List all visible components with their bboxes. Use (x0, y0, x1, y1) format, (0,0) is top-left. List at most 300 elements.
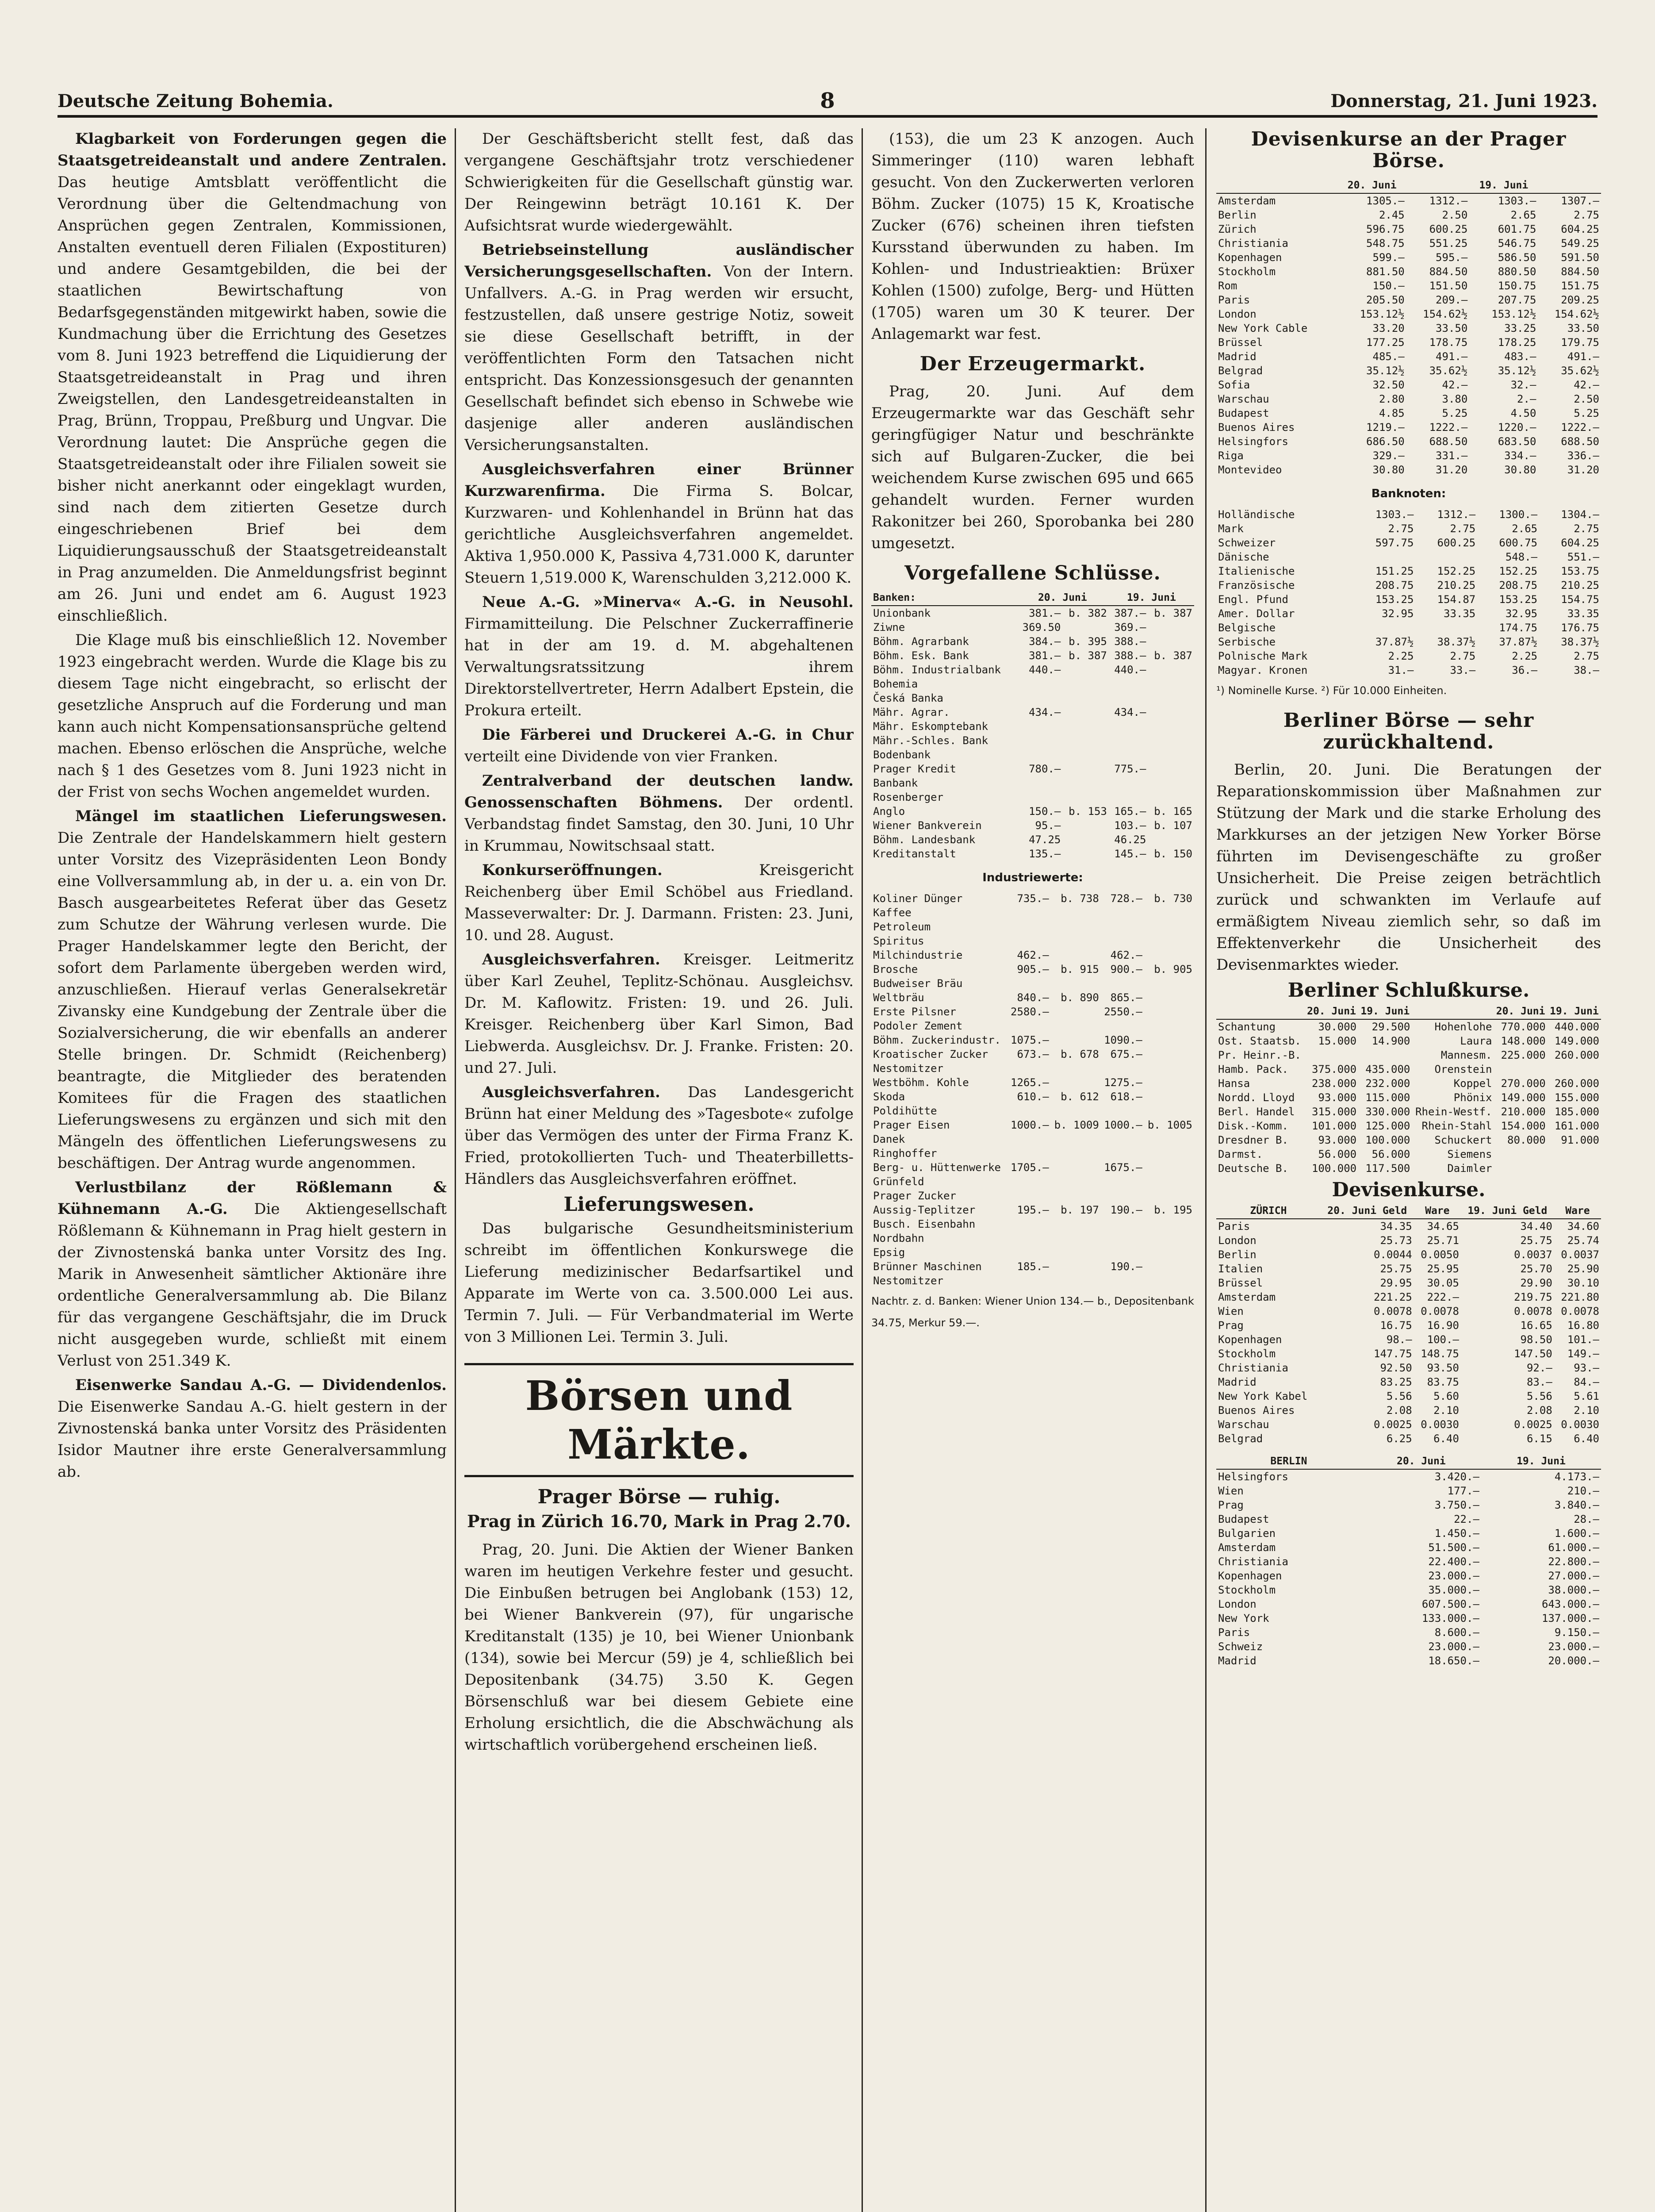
table-cell: 688.50 (1561, 435, 1599, 448)
table-row (871, 1132, 1194, 1146)
banknotes-header: Banknoten: (1371, 487, 1446, 500)
table-row (871, 991, 1194, 1005)
table-cell: 22.400.— (1428, 1555, 1479, 1568)
table-cell: 225.000 (1501, 1049, 1546, 1061)
table-cell: 153.25 (1375, 593, 1414, 606)
table-row (871, 962, 1194, 976)
table-cell: Hansa (1218, 1077, 1250, 1090)
table-cell: 3.840.— (1554, 1499, 1599, 1511)
table-header (1538, 178, 1601, 193)
table-cell: 15.000 (1318, 1035, 1357, 1047)
table-row (871, 1217, 1194, 1231)
table-cell (1101, 1189, 1144, 1203)
table-cell: 462.— (1110, 949, 1142, 961)
table-row (871, 1260, 1194, 1274)
table-cell: 150.— (1372, 280, 1405, 292)
table-cell: 33.— (1450, 664, 1476, 676)
table-cell: 238.000 (1311, 1077, 1357, 1090)
table-cell: 25.71 (1427, 1234, 1459, 1247)
table-cell: 93.— (1574, 1362, 1599, 1374)
fx-table (1216, 178, 1601, 477)
table-row (871, 606, 1194, 620)
table-cell: 1303.— (1498, 195, 1536, 207)
table-cell (1051, 1189, 1101, 1203)
table-cell (1109, 719, 1148, 733)
table-cell: Italien (1218, 1263, 1263, 1275)
table-cell: 95.— (1035, 819, 1061, 832)
table-cell: 176.75 (1561, 622, 1599, 634)
table-cell (1051, 1033, 1101, 1047)
table-cell: 101.— (1567, 1333, 1599, 1346)
issue-date: Donnerstag, 21. Juni 1923. (1330, 91, 1598, 111)
table-cell: 61.000.— (1548, 1541, 1599, 1554)
table-cell (1008, 1245, 1051, 1260)
table-cell (1008, 1189, 1051, 1203)
table-cell: 100.000 (1365, 1134, 1410, 1146)
article: Prag, 20. Juni. Auf dem Erzeugermarkte war das Geschäft sehr geringfügiger Natur und beschränkte sich auf Bulgaren-Zucker, die bei weichendem Kurse zwischen 695 und 665 gehandelt wurden. Ferner wurden Rakonitzer bei 260, Sporobanka bei 280 umgesetzt. (871, 383, 1194, 552)
table-cell: Laura (1460, 1035, 1492, 1047)
table-cell: 31.20 (1436, 464, 1468, 476)
table-cell: 388.— (1114, 649, 1146, 662)
table-cell: 34.65 (1427, 1220, 1459, 1233)
table-cell (1016, 790, 1063, 804)
table-cell: b. 165 (1154, 805, 1192, 818)
table-cell: Belgrad (1218, 1432, 1263, 1445)
table-cell (1101, 920, 1144, 934)
table-cell: 336.— (1567, 449, 1599, 462)
table-cell: 30.80 (1504, 464, 1536, 476)
table-cell: 597.75 (1375, 537, 1414, 549)
table-cell: 151.25 (1375, 565, 1414, 577)
table-cell: Milchindustrie (873, 949, 963, 961)
table-cell: 673.— (1017, 1048, 1049, 1060)
table-cell: Dänische (1218, 551, 1269, 563)
table-cell: 618.— (1110, 1091, 1142, 1103)
table-header (1216, 178, 1338, 193)
table-header: 19. Juni (1548, 1004, 1601, 1019)
table-cell (1008, 1019, 1051, 1033)
table-cell: Mark (1218, 522, 1244, 535)
table-cell (1494, 1147, 1548, 1161)
table-cell: London (1218, 308, 1257, 320)
table-row (1216, 536, 1601, 550)
table-cell: Sofia (1218, 379, 1250, 391)
table-cell: London (1218, 1234, 1257, 1247)
table-cell (1144, 1160, 1194, 1175)
table-row (1216, 1318, 1601, 1333)
table-cell: 34.60 (1567, 1220, 1599, 1233)
table-cell: Wiener Bankverein (873, 819, 982, 832)
table-cell: 154.62½ (1423, 308, 1468, 320)
table-cell: 1675.— (1104, 1161, 1142, 1174)
article: Das bulgarische Gesundheitsministerium schreibt im öffentlichen Konkurswege die Lieferung medizinischer Bedarfsartikel und Apparate im Werte von ca. 3.500.000 Lei aus. Termin 7. Juli. — Für Verbandmaterial im Werte von 3 Millionen Lei. Termin 3. Juli. (464, 1220, 854, 1346)
table-cell: 35.12½ (1366, 365, 1405, 377)
table-row (1216, 392, 1601, 406)
table-cell: 0.0078 (1421, 1305, 1459, 1317)
table-cell: 18.650.— (1428, 1655, 1479, 1667)
table-header: 19. Juni Geld (1461, 1203, 1554, 1219)
table-cell: 601.75 (1498, 223, 1536, 235)
table-cell: 209.25 (1561, 294, 1599, 306)
table-cell: Orenstein (1434, 1063, 1492, 1075)
article: Mängel im staatlichen Lieferungswesen. Die Zentrale der Handelskammern hielt gestern unter Vorsitz des Vizepräsidenten Leon Bondy eine Vollversammlung ab, in der u. a. ein von Dr. Basch ausgearbeitetes Referat über das Gesetz zum Schutze der Währung verlesen wurde. Die Prager Handelskammer legte den Bericht, der sofort dem Parlamente übergeben werden wird, anzuschließen. Hierauf verlas Generalsekretär Zivansky eine Kundgebung der Zentrale über die Sozialversicherung, die wir ebenfalls an anderer Stelle bringen. Dr. Schmidt (Reichenberg) beantragte, die Mitglieder des beratenden Komitees für die Fragen des staatlichen Lieferungswesens zu ergänzen und sich mit den Mängeln des öffentlichen Lieferungswesens zu beschäftigen. Der Antrag wurde angenommen. (57, 807, 447, 1172)
table-row (871, 1175, 1194, 1189)
table-cell: Berl. Handel (1218, 1106, 1295, 1118)
table-cell (1016, 719, 1063, 733)
table-cell: Bohemia (873, 678, 918, 690)
table-cell: 840.— (1017, 991, 1049, 1004)
table-cell (1062, 663, 1109, 677)
column-divider (862, 128, 863, 2212)
table-cell: 47.25 (1029, 833, 1061, 846)
table-row (1216, 649, 1601, 663)
table-cell (1008, 1274, 1051, 1288)
table-cell: 1705.— (1011, 1161, 1049, 1174)
table-cell (1051, 976, 1101, 991)
table-cell (1062, 748, 1109, 762)
table-cell: 551.— (1567, 551, 1599, 563)
table-row (1216, 1375, 1601, 1389)
section-heading-zurich: Devisenkurse. (1332, 1179, 1486, 1201)
table-row (871, 920, 1194, 934)
table-cell (1051, 1160, 1101, 1175)
table-cell: Deutsche B. (1218, 1162, 1288, 1175)
table-row (871, 976, 1194, 991)
table-cell: 153.12½ (1360, 308, 1405, 320)
table-cell: Busch. Eisenbahn (873, 1218, 976, 1230)
table-cell: 33.35 (1444, 607, 1476, 620)
article: Eisenwerke Sandau A.-G. — Dividendenlos. Die Eisenwerke Sandau A.-G. hielt gestern in der Zivnostenská banka unter Vorsitz des Präsidenten Isidor Mautner ihre erste Generalversammlung ab. (57, 1376, 447, 1481)
table-cell: Amsterdam (1218, 195, 1276, 207)
table-row (871, 1189, 1194, 1203)
table-cell: 210.000 (1501, 1106, 1546, 1118)
table-cell: London (1218, 1598, 1257, 1610)
table-row (1216, 1417, 1601, 1432)
table-row (1216, 550, 1601, 564)
table-cell (1062, 847, 1109, 861)
table-cell: Berlin (1218, 209, 1257, 221)
table-cell (1051, 1231, 1101, 1245)
article: Zentralverband der deutschen landw. Genossenschaften Böhmens. Der ordentl. Verbandstag findet Samstag, den 30. Juni, 10 Uhr in Krummau, Nowitschsaal statt. (464, 772, 854, 855)
table-row (1216, 1105, 1601, 1119)
table-cell: Erste Pilsner (873, 1006, 956, 1018)
table-cell: Berg- u. Hüttenwerke (873, 1161, 1001, 1174)
table-cell (1016, 691, 1063, 705)
table-cell: 5.25 (1574, 407, 1599, 419)
article: Die Klage muß bis einschließlich 12. November 1923 eingebracht werden. Wurde die Klage bis zu diesem Tage nicht eingebracht, so erlischt der gesetzliche Anspruch auf die Forderung und man kann auch nicht Kompensationsansprüche geltend machen. Ebenso erlöschen die Ansprüche, welche nach § 1 des Gesetzes vom 8. Juni 1923 nicht in der Frist von sechs Wochen angemeldet wurden. (57, 631, 447, 801)
table-cell (1008, 1217, 1051, 1231)
table-cell: 435.000 (1365, 1063, 1410, 1075)
table-cell: 4.50 (1510, 407, 1536, 419)
table-cell: 1265.— (1011, 1076, 1049, 1089)
table-cell (1144, 1075, 1194, 1090)
table-cell: 150.— (1029, 805, 1061, 818)
table-row (1216, 1555, 1601, 1569)
table-cell: 33.25 (1504, 322, 1536, 334)
table-row (871, 620, 1194, 634)
table-cell: 1090.— (1104, 1034, 1142, 1046)
table-cell (1144, 1005, 1194, 1019)
table-row (1216, 193, 1601, 208)
table-row (1216, 335, 1601, 349)
table-row (871, 1061, 1194, 1075)
table-cell: 91.000 (1561, 1134, 1599, 1146)
table-cell: 483.— (1504, 350, 1536, 363)
table-header: Ware (1554, 1203, 1601, 1219)
table-cell: Koppel (1453, 1077, 1492, 1090)
table-row (1216, 1161, 1601, 1175)
banknotes-table (1216, 507, 1601, 677)
table-cell: 42.— (1442, 379, 1468, 391)
table-cell: 591.50 (1561, 251, 1599, 264)
table-cell (1062, 691, 1109, 705)
table-row (1216, 1133, 1601, 1147)
table-row (1216, 1569, 1601, 1583)
table-cell: 178.75 (1429, 336, 1468, 349)
table-cell: 33.20 (1372, 322, 1405, 334)
table-cell: Warschau (1218, 1418, 1269, 1431)
table-row (1216, 364, 1601, 378)
table-cell (1144, 1146, 1194, 1160)
table-cell: 31.— (1388, 664, 1414, 676)
table-cell: 38.37½ (1437, 636, 1476, 648)
table-cell: 25.70 (1520, 1263, 1552, 1275)
table-cell: 154.62½ (1554, 308, 1599, 320)
table-cell: Budapest (1218, 407, 1269, 419)
table-cell: 153.75 (1561, 565, 1599, 577)
table-cell: 80.000 (1507, 1134, 1546, 1146)
table-cell: 2.25 (1388, 650, 1414, 662)
table-cell: Madrid (1218, 1655, 1257, 1667)
table-cell: 381.— (1029, 607, 1061, 619)
table-cell (1494, 1062, 1548, 1076)
table-cell: 260.000 (1554, 1077, 1599, 1090)
table-cell: 56.000 (1372, 1148, 1410, 1160)
table-row (871, 663, 1194, 677)
table-cell: 178.25 (1498, 336, 1536, 349)
table-cell: 4.173.— (1554, 1471, 1599, 1483)
table-cell: Kopenhagen (1218, 251, 1282, 264)
table-cell: 780.— (1029, 763, 1061, 775)
table-cell: 1220.— (1498, 421, 1536, 434)
article: Prag, 20. Juni. Die Aktien der Wiener Banken waren im heutigen Verkehre fester und gesucht. Die Einbußen betrugen bei Anglobank (153) 12, bei Wiener Bankverein (97), für ungarische Kreditanstalt (135) je 10, bei Wiener Unionbank (134), sowie bei Mercur (59) je 4, schließlich bei Depositenbank (34.75) 3.50 K. Gegen Börsenschluß war bei diesem Gebiete eine Erholung ersichtlich, die die Abschwächung als wirtschaftlich vorübergehend erscheinen ließ. (464, 1541, 854, 1754)
table-cell (1008, 976, 1051, 991)
table-cell: 22.— (1454, 1513, 1479, 1525)
table-cell: 865.— (1110, 991, 1142, 1004)
table-cell (1051, 1061, 1101, 1075)
table-cell (1062, 705, 1109, 719)
table-row (1216, 1262, 1601, 1276)
table-cell: 210.— (1567, 1485, 1599, 1497)
article: Ausgleichsverfahren. Kreisger. Leitmeritz über Karl Zeuhel, Teplitz-Schönau. Ausgleichsv. Dr. M. Kaflowitz. Fristen: 19. und 26. Juli. Kreisger. Reichenberg über Karl Simon, Bad Liebwerda. Ausgleichsv. Dr. J. Franke. Fristen: 20. und 27. Juli. (464, 951, 854, 1077)
table-cell: 23.000.— (1428, 1570, 1479, 1582)
table-cell: 735.— (1017, 892, 1049, 905)
table-row (871, 649, 1194, 663)
table-row (1216, 1611, 1601, 1625)
table-cell: Nestomitzer (873, 1275, 943, 1287)
table-cell: 25.95 (1427, 1263, 1459, 1275)
table-cell: 1222.— (1561, 421, 1599, 434)
table-cell: Nordbahn (873, 1232, 924, 1244)
table-cell: 137.000.— (1541, 1612, 1599, 1624)
table-cell: 643.000.— (1541, 1598, 1599, 1610)
table-cell: 92.50 (1380, 1362, 1412, 1374)
table-cell: 0.0030 (1421, 1418, 1459, 1431)
table-row (1216, 349, 1601, 364)
column-divider (455, 128, 456, 2212)
table-row (1216, 507, 1601, 522)
table-header: Banken: (871, 590, 1016, 606)
table-row (871, 1033, 1194, 1047)
table-cell: Unionbank (873, 607, 931, 619)
table-row (1216, 522, 1601, 536)
table-row (1216, 1625, 1601, 1640)
table-cell: 30.05 (1427, 1277, 1459, 1289)
table-row (1216, 236, 1601, 250)
table-cell: 884.50 (1429, 265, 1468, 278)
table-cell: Siemens (1447, 1148, 1492, 1160)
table-cell: Koliner Dünger (873, 892, 963, 905)
table-cell (1051, 948, 1101, 962)
table-cell: 369.50 (1022, 621, 1061, 634)
table-cell: 1312.— (1437, 508, 1476, 521)
table-cell (1008, 1061, 1051, 1075)
table-row (1216, 1276, 1601, 1290)
table-cell (1144, 948, 1194, 962)
article: Ausgleichsverfahren einer Brünner Kurzwarenfirma. Die Firma S. Bolcar, Kurzwaren- und Kohlenhandel in Brünn hat das gerichtliche Ausgleichsverfahren angemeldet. Aktiva 1,950.000 K, Passiva 4,731.000 K, darunter Steuern 1,519.000 K, Warenschulden 3,212.000 K. (464, 461, 854, 587)
table-cell (1101, 1132, 1144, 1146)
table-cell (1548, 1147, 1601, 1161)
table-cell (1008, 906, 1051, 920)
table-header (1412, 1004, 1494, 1019)
table-cell: 22.800.— (1548, 1555, 1599, 1568)
table-cell: Nordd. Lloyd (1218, 1091, 1295, 1104)
table-row (1216, 222, 1601, 236)
table-cell: Schweiz (1218, 1640, 1263, 1653)
table-cell: Belgische (1218, 622, 1276, 634)
table-cell: 23.000.— (1548, 1640, 1599, 1653)
table-cell (1358, 1048, 1412, 1062)
table-cell: 185.000 (1554, 1106, 1599, 1118)
table-cell: 115.000 (1365, 1091, 1410, 1104)
table-cell: 32.— (1510, 379, 1536, 391)
table-cell (1148, 833, 1194, 847)
table-cell: 2.50 (1574, 393, 1599, 405)
table-cell: 686.50 (1366, 435, 1405, 448)
table-cell: 185.— (1017, 1260, 1049, 1273)
table-cell (1051, 1175, 1101, 1189)
table-cell: Böhm. Industrialbank (873, 664, 1001, 676)
table-cell: 2.75 (1574, 650, 1599, 662)
table-cell: 260.000 (1554, 1049, 1599, 1061)
table-cell: 149.000 (1554, 1035, 1599, 1047)
table-cell: Amer. Dollar (1218, 607, 1295, 620)
article: Der Geschäftsbericht stellt fest, daß das vergangene Geschäftsjahr trotz verschiedener Schwierigkeiten für die Gesellschaft günstig war. Der Reingewinn beträgt 10.161 K. Der Aufsichtsrat wurde wiedergewählt. (464, 130, 854, 234)
table-cell (1062, 719, 1109, 733)
table-cell: 125.000 (1365, 1120, 1410, 1132)
table-cell (1051, 934, 1101, 948)
table-cell (1148, 663, 1194, 677)
table-cell: Christiania (1218, 1555, 1288, 1568)
table-cell: 133.000.— (1421, 1612, 1479, 1624)
table-cell: 2.50 (1442, 209, 1468, 221)
table-cell: 34.35 (1380, 1220, 1412, 1233)
table-row (1216, 621, 1601, 635)
table-cell: 38.37½ (1561, 636, 1599, 648)
article: Berlin, 20. Juni. Die Beratungen der Reparationskommission über Maßnahmen zur Stützung der Mark und die starke Erholung des Markkurses an der jetzigen New Yorker Börse führten im Devisengeschäfte zu großer Unsicherheit. Die Preise zeigen beträchtlich zurück und schwankten im Verlaufe auf ermäßigtem Niveau ziemlich sehr, so daß im Effektenverkehr die Unsicherheit des Devisenmarktes wieder. (1216, 761, 1601, 974)
table-cell (1016, 677, 1063, 691)
table-cell: 84.— (1574, 1376, 1599, 1388)
table-cell: b. 387 (1154, 649, 1192, 662)
table-cell: Engl. Pfund (1218, 593, 1288, 606)
table-cell: Böhm. Agrarbank (873, 635, 969, 648)
column-divider (1205, 128, 1207, 2212)
table-cell: 884.50 (1561, 265, 1599, 278)
table-cell: 604.25 (1561, 537, 1599, 549)
table-cell: 117.500 (1365, 1162, 1410, 1175)
table-row (1216, 1583, 1601, 1597)
table-cell (1062, 833, 1109, 847)
table-cell: 149.000 (1501, 1091, 1546, 1104)
table-cell (1494, 1161, 1548, 1175)
table-cell: 20.000.— (1548, 1655, 1599, 1667)
table-row (1216, 406, 1601, 420)
table-row (1216, 265, 1601, 279)
table-cell: Paris (1218, 1626, 1250, 1639)
table-cell: 880.50 (1498, 265, 1536, 278)
table-cell: 329.— (1372, 449, 1405, 462)
table-cell: 30.80 (1372, 464, 1405, 476)
table-cell: 1222.— (1429, 421, 1468, 434)
table-row (871, 691, 1194, 705)
table-cell: 93.50 (1427, 1362, 1459, 1374)
article: Klagbarkeit von Forderungen gegen die Staatsgetreideanstalt und andere Zentralen. Das heutige Amtsblatt veröffentlicht die Verordnung über die Geltendmachung von Ansprüchen gegen Zentralen, Kommissionen, Anstalten eventuell deren Filialen (Expostituren) und andere Gesamtgebilden, die bei der staatlichen Bewirtschaftung von Bedarfsgegenständen mitgewirkt haben, sowie die Kundmachung über die Errichtung des Gesetzes vom 8. Juni 1923 betreffend die Liquidierung der Staatsgetreideanstalt in Prag und ihren Zweigstellen, den Landesgetreideanstalten in Prag, Brünn, Troppau, Preßburg und Ungvar. Die Verordnung lautet: Die Ansprüche gegen die Staatsgetreideanstalt oder ihre Filialen soweit sie bisher nicht anerkannt oder eingeklagt wurden, sind nach dem zitierten Gesetze durch eingeschriebenen Brief bei dem Liquidierungsausschuß der Staatsgetreideanstalt in Prag anzumelden. Die Anmeldungsfrist beginnt am 26. Juni und endet am 6. August 1923 einschließlich. (57, 130, 447, 625)
fx-footnote: ¹) Nominelle Kurse. ²) Für 10.000 Einheiten. (1216, 684, 1447, 697)
table-row (1216, 293, 1601, 307)
table-cell: 600.25 (1437, 537, 1476, 549)
table-cell: 29.500 (1372, 1021, 1410, 1033)
table-cell (1148, 790, 1194, 804)
article: (153), die um 23 K anzogen. Auch Simmeringer (110) waren lebhaft gesucht. Von den Zuckerwerten verloren Böhm. Zucker (1075) 15 K, Kroatische Zucker (676) scheinen ihren tiefsten Kursstand überwunden zu haben. Im Kohlen- und Industrieaktien: Brüxer Kohlen (1500) zufolge, Berg- und Hütten (1705) waren um 30 K teurer. Der Anlagemarkt war fest. (871, 130, 1194, 343)
table-cell (1144, 920, 1194, 934)
table-header: 20. Juni (1494, 1004, 1548, 1019)
table-row (871, 1160, 1194, 1175)
table-cell: Schantung (1218, 1021, 1276, 1033)
table-cell: Darmst. (1218, 1148, 1263, 1160)
table-row (1216, 1389, 1601, 1403)
table-cell (1144, 1019, 1194, 1033)
table-cell: 375.000 (1311, 1063, 1357, 1075)
table-cell: Madrid (1218, 350, 1257, 363)
table-cell: b. 738 (1061, 892, 1099, 905)
table-cell (1051, 1132, 1101, 1146)
table-cell: 28.— (1574, 1513, 1599, 1525)
table-cell: 25.73 (1380, 1234, 1412, 1247)
table-cell: 0.0078 (1374, 1305, 1412, 1317)
table-cell (1109, 748, 1148, 762)
table-row (871, 1047, 1194, 1061)
table-cell (1101, 1175, 1144, 1189)
table-cell: 3.420.— (1434, 1471, 1479, 1483)
table-cell: Kopenhagen (1218, 1333, 1282, 1346)
table-row (1216, 592, 1601, 607)
table-row (871, 847, 1194, 861)
table-header: 19. Juni (1469, 178, 1538, 193)
table-header: 19. Juni (1109, 590, 1194, 606)
table-row (871, 1274, 1194, 1288)
table-cell: 25.74 (1567, 1234, 1599, 1247)
table-cell (1051, 1019, 1101, 1033)
